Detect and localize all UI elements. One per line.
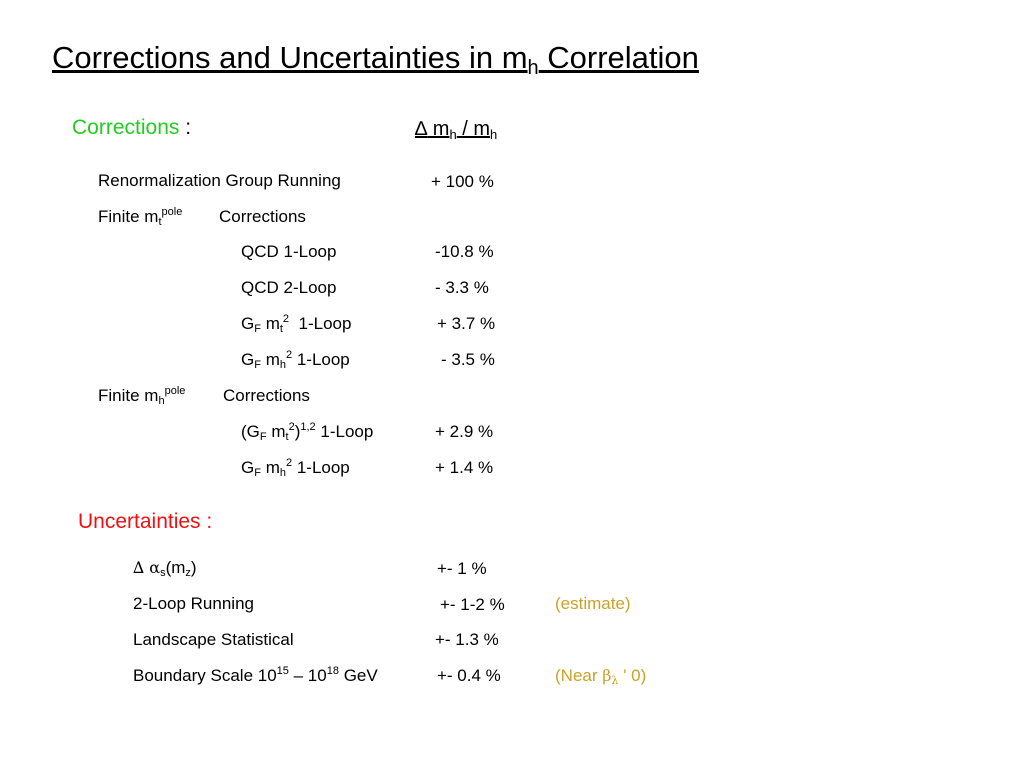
gf-mh2-1loop-finite-label: $G_F$ $m_h^2$ 1-Loop xyxy=(241,457,350,479)
qcd-1loop-value: -10.8 % xyxy=(435,242,494,261)
estimate-note: (estimate) xyxy=(555,594,631,613)
gf-mt2-1loop-value: + 3.7 % xyxy=(437,314,496,333)
qcd-2loop-label: QCD 2-Loop xyxy=(241,278,337,297)
corrections-label: Corrections xyxy=(72,116,180,139)
alpha-s-value: +- 1 % xyxy=(437,559,487,578)
rg-running-label: Renormalization Group Running xyxy=(98,171,341,190)
finite-mt-corrections-label: Corrections xyxy=(219,207,306,226)
corrections-heading: Corrections : xyxy=(72,116,192,139)
finite-mh-corrections-label: Corrections xyxy=(223,386,310,405)
landscape-statistical-value: +- 1.3 % xyxy=(435,630,499,649)
two-loop-running-value: +- 1-2 % xyxy=(440,595,505,614)
two-loop-running-label: 2-Loop Running xyxy=(133,594,254,613)
rg-running-value: + 100 % xyxy=(431,172,494,191)
gf-mh2-1loop-label: $G_F$ $m_h^2$ 1-Loop xyxy=(241,349,350,371)
qcd-1loop-label: QCD 1-Loop xyxy=(241,242,337,261)
landscape-statistical-label: Landscape Statistical xyxy=(133,630,294,649)
gf-mt2-12-1loop-value: + 2.9 % xyxy=(435,422,494,441)
qcd-2loop-value: - 3.3 % xyxy=(435,278,489,297)
uncertainties-heading: Uncertainties : xyxy=(78,510,213,533)
alpha-s-label: ∆ $\alpha_s(m_z)$ xyxy=(133,558,197,579)
corrections-ratio-header: ∆ $m_h / m_h$ xyxy=(415,118,498,142)
gf-mt2-1loop-label: $G_F$ $m_t^2$ 1-Loop xyxy=(241,313,352,335)
gf-mt2-12-1loop-label: ($G_F$ $m_t^2)^{1,2}$ 1-Loop xyxy=(241,421,374,443)
gf-mh2-1loop-finite-value: + 1.4 % xyxy=(435,458,494,477)
finite-mh-pole-heading: Finite $m_h^{pole}$ xyxy=(98,385,186,407)
gf-mh2-1loop-value: - 3.5 % xyxy=(441,350,495,369)
near-beta-lambda-note: (Near $\beta_\lambda$ ' 0) xyxy=(555,666,647,687)
finite-mt-pole-heading: Finite $m_t^{pole}$ xyxy=(98,206,183,228)
boundary-scale-value: +- 0.4 % xyxy=(437,666,501,685)
boundary-scale-label: Boundary Scale $10^{15} - 10^{18}$ GeV xyxy=(133,665,378,685)
page-title: Corrections and Uncertainties in $m_h$ Correlation xyxy=(52,40,699,79)
